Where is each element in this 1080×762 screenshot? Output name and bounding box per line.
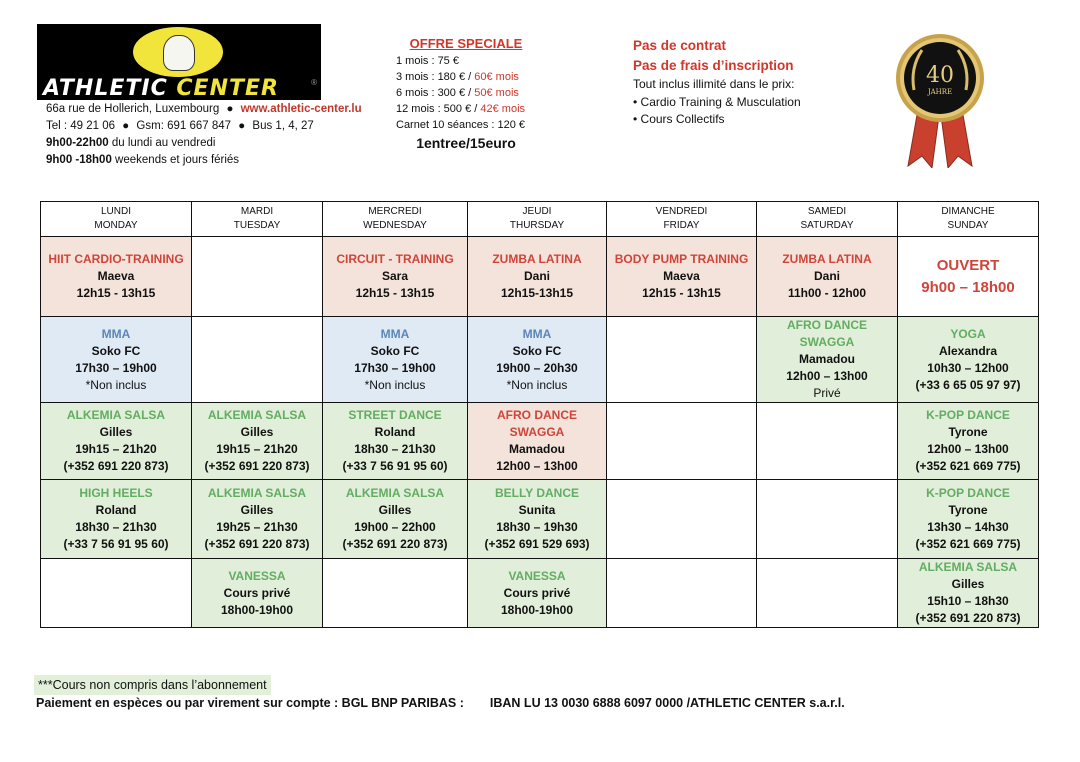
open-hours: 9h00 – 18h00 [921, 278, 1015, 296]
class-time: 13h30 – 14h30 [927, 520, 1009, 534]
class-schedule-table [40, 201, 1039, 628]
bodybuilder-mascot-icon [133, 27, 223, 77]
empty-cell [192, 237, 323, 317]
class-cell [41, 237, 192, 317]
class-note: *Non inclus [85, 377, 147, 392]
class-note: *Non inclus [506, 377, 568, 392]
40-years-medal-icon [890, 28, 990, 168]
class-name: BODY PUMP TRAINING [614, 252, 749, 266]
day-header-friday [607, 202, 757, 237]
class-time: 17h30 – 19h00 [354, 360, 436, 375]
hours-weekends-time: 9h00 -18h00 [46, 154, 112, 166]
class-cell [898, 480, 1039, 559]
class-coach: Gilles [99, 425, 133, 439]
class-cell [898, 403, 1039, 480]
day-en: FRIDAY [663, 220, 700, 231]
class-time: 12h00 – 13h00 [786, 369, 868, 383]
class-cell [607, 237, 757, 317]
class-coach: Maeva [663, 269, 700, 283]
class-cell [41, 317, 192, 403]
class-time: 12h00 – 13h00 [927, 442, 1009, 456]
included-item: • Cours Collectifs [633, 112, 725, 126]
class-phone: (+352 621 669 775) [915, 459, 1021, 473]
class-name: VANESSA [508, 568, 566, 583]
class-coach: Cours privé [503, 585, 571, 600]
offer-price: 6 mois : 300 € / [396, 87, 475, 99]
class-name: MMA [522, 326, 552, 341]
class-time: 18h00-19h00 [220, 602, 294, 617]
day-fr: JEUDI [522, 206, 552, 217]
class-name: K-POP DANCE [926, 486, 1010, 500]
class-coach: Gilles [240, 425, 274, 439]
not-included-note: ***Cours non compris dans l’abonnement [34, 675, 271, 695]
payment-info [36, 696, 845, 710]
single-entry-price: 1entree/15euro [416, 135, 516, 151]
class-time: 19h15 – 21h20 [75, 442, 157, 456]
class-cell [41, 480, 192, 559]
included-intro: Tout inclus illimité dans le prix: [633, 77, 795, 91]
hours-weekends-label: weekends et jours fériés [111, 154, 240, 166]
empty-cell [757, 403, 898, 480]
logo-wordmark [43, 76, 279, 100]
class-cell [192, 559, 323, 628]
hours-weekdays-time: 9h00-22h00 [46, 137, 109, 149]
offer-price: 12 mois : 500 € / [396, 103, 481, 115]
class-time: 12h00 – 13h00 [496, 459, 578, 473]
class-cell [323, 237, 468, 317]
class-note: *Non inclus [364, 377, 426, 392]
table-header-row [41, 202, 1039, 237]
class-name: ALKEMIA SALSA [918, 560, 1018, 574]
day-header-tuesday [192, 202, 323, 237]
class-cell [468, 237, 607, 317]
class-cell [468, 559, 607, 628]
day-header-wednesday [323, 202, 468, 237]
class-phone: (+352 691 220 873) [204, 459, 310, 473]
class-coach: Soko FC [370, 343, 420, 358]
open-label: OUVERT [936, 256, 1000, 274]
class-name: AFRO DANCE [497, 408, 577, 422]
class-phone: (+33 6 65 05 97 97) [915, 377, 1021, 392]
class-coach: Gilles [951, 577, 985, 591]
class-cell [323, 317, 468, 403]
table-row [41, 317, 1039, 403]
class-cell [323, 403, 468, 480]
class-phone: (+352 691 220 873) [204, 537, 310, 551]
class-coach: Roland [95, 503, 137, 517]
class-coach: Alexandra [938, 343, 998, 358]
day-fr: VENDREDI [655, 206, 708, 217]
class-coach: Dani [813, 269, 840, 283]
class-time: 19h00 – 20h30 [496, 360, 578, 375]
class-time: 19h00 – 22h00 [354, 520, 436, 534]
class-cell [898, 559, 1039, 628]
offer-monthly: 42€ mois [480, 103, 526, 115]
class-coach: Soko FC [512, 343, 562, 358]
offer-title: OFFRE SPECIALE [409, 36, 523, 51]
empty-cell [607, 317, 757, 403]
class-time: 18h30 – 21h30 [75, 520, 157, 534]
class-coach: Soko FC [91, 343, 141, 358]
telephone: Tel : 49 21 06 [46, 120, 116, 132]
class-cell [192, 403, 323, 480]
empty-cell [323, 559, 468, 628]
class-name: HIIT CARDIO-TRAINING [48, 252, 184, 266]
offer-price: 3 mois : 180 € / [396, 71, 475, 83]
bullet-icon: ● [226, 103, 234, 115]
class-name: ALKEMIA SALSA [66, 408, 166, 422]
class-coach: Roland [374, 425, 416, 439]
class-name: MMA [380, 326, 410, 341]
logo-word-center: CENTER [176, 76, 279, 100]
class-phone: (+33 7 56 91 95 60) [342, 459, 448, 473]
no-fee-headline: Pas de frais d’inscription [633, 58, 794, 73]
class-coach: Gilles [378, 503, 412, 517]
day-fr: MARDI [240, 206, 274, 217]
class-cell [468, 317, 607, 403]
table-row [41, 403, 1039, 480]
class-time: 12h15 - 13h15 [76, 286, 156, 300]
iban: IBAN LU 13 0030 6888 6097 0000 /ATHLETIC CENTER s.a.r.l. [489, 696, 845, 710]
sunday-open-cell [898, 237, 1039, 317]
membership-info [633, 36, 801, 129]
class-note: Privé [813, 386, 841, 400]
hours-weekdays-label: du lundi au vendredi [108, 137, 216, 149]
class-cell [323, 480, 468, 559]
class-coach: Tyrone [948, 503, 988, 517]
no-contract-headline: Pas de contrat [633, 38, 727, 53]
offer-line [396, 69, 546, 85]
class-coach: Dani [523, 269, 550, 283]
class-name: ALKEMIA SALSA [207, 408, 307, 422]
class-name: HIGH HEELS [79, 486, 153, 500]
bullet-icon: ● [238, 120, 246, 132]
class-cell [41, 403, 192, 480]
empty-cell [757, 480, 898, 559]
address: 66a rue de Hollerich, Luxembourg [46, 103, 220, 115]
table-row [41, 559, 1039, 628]
class-name: K-POP DANCE [926, 408, 1010, 422]
class-time: 11h00 - 12h00 [787, 286, 867, 300]
day-fr: SAMEDI [807, 206, 847, 217]
class-phone: (+352 691 220 873) [63, 459, 169, 473]
class-time: 19h25 – 21h30 [216, 520, 298, 534]
class-coach: Gilles [240, 503, 274, 517]
bullet-icon: ● [122, 120, 130, 132]
offer-line [396, 85, 546, 101]
included-item: • Cardio Training & Musculation [633, 94, 801, 109]
class-name: SWAGGA [799, 335, 855, 349]
empty-cell [41, 559, 192, 628]
class-phone: (+33 7 56 91 95 60) [63, 537, 169, 551]
phone-line [46, 118, 362, 135]
day-header-thursday [468, 202, 607, 237]
class-time: 12h15 - 13h15 [355, 286, 435, 300]
table-row [41, 480, 1039, 559]
class-cell [192, 480, 323, 559]
hours-weekdays [46, 135, 362, 152]
contact-block [46, 101, 362, 169]
class-name: MMA [101, 326, 131, 341]
day-header-saturday [757, 202, 898, 237]
class-name: BELLY DANCE [494, 486, 580, 500]
website-link[interactable]: www.athletic-center.lu [240, 103, 362, 115]
empty-cell [607, 480, 757, 559]
payment-method: Paiement en espèces ou par virement sur compte : BGL BNP PARIBAS : [36, 696, 464, 710]
class-name: AFRO DANCE [787, 318, 867, 332]
class-cell [898, 317, 1039, 403]
empty-cell [192, 317, 323, 403]
day-header-sunday [898, 202, 1039, 237]
empty-cell [757, 559, 898, 628]
offer-monthly: 60€ mois [474, 71, 519, 83]
class-coach: Sunita [518, 503, 556, 517]
class-name: YOGA [950, 326, 986, 341]
class-time: 12h15-13h15 [500, 286, 574, 300]
class-time: 17h30 – 19h00 [75, 360, 157, 375]
offer-line [396, 117, 546, 133]
class-phone: (+352 691 529 693) [484, 537, 590, 551]
address-line [46, 101, 362, 118]
class-cell [757, 317, 898, 403]
day-en: TUESDAY [233, 220, 281, 231]
athletic-center-logo [37, 24, 321, 100]
medal-label: JAHRE [927, 88, 953, 96]
class-coach: Tyrone [948, 425, 988, 439]
class-time: 12h15 - 13h15 [642, 286, 721, 300]
class-phone: (+352 691 220 873) [915, 611, 1021, 625]
hours-weekends [46, 152, 362, 169]
offer-price: 1 mois : 75 € [396, 55, 459, 67]
class-coach: Mamadou [508, 442, 565, 456]
day-en: SATURDAY [800, 220, 854, 231]
class-name: ALKEMIA SALSA [345, 486, 445, 500]
day-fr: LUNDI [100, 206, 131, 217]
class-name: ZUMBA LATINA [492, 252, 582, 266]
offer-price: Carnet 10 séances : 120 € [396, 119, 526, 131]
day-en: THURSDAY [509, 220, 565, 231]
class-name: ALKEMIA SALSA [207, 486, 307, 500]
class-time: 18h00-19h00 [500, 602, 574, 617]
class-coach: Maeva [97, 269, 135, 283]
offer-line [396, 101, 546, 117]
bus-lines: Bus 1, 4, 27 [252, 120, 314, 132]
class-coach: Cours privé [223, 585, 291, 600]
day-en: SUNDAY [947, 220, 989, 231]
offer-monthly: 50€ mois [474, 87, 519, 99]
day-en: WEDNESDAY [363, 220, 427, 231]
class-coach: Sara [381, 269, 409, 283]
class-time: 10h30 – 12h00 [927, 360, 1009, 375]
special-offer [396, 36, 546, 151]
class-time: 18h30 – 21h30 [354, 442, 436, 456]
empty-cell [607, 403, 757, 480]
class-coach: Mamadou [798, 352, 855, 366]
day-fr: DIMANCHE [941, 206, 995, 217]
day-header-monday [41, 202, 192, 237]
class-time: 15h10 – 18h30 [927, 594, 1009, 608]
class-name: ZUMBA LATINA [782, 252, 872, 266]
logo-word-athletic: ATHLETIC [43, 76, 168, 100]
day-fr: MERCREDI [368, 206, 422, 217]
class-name: CIRCUIT - TRAINING [336, 252, 454, 266]
offer-line [396, 53, 546, 69]
class-name: SWAGGA [509, 425, 565, 439]
class-phone: (+352 691 220 873) [342, 537, 448, 551]
class-time: 19h15 – 21h20 [216, 442, 298, 456]
class-phone: (+352 621 669 775) [915, 537, 1021, 551]
gsm: Gsm: 691 667 847 [136, 120, 232, 132]
class-time: 18h30 – 19h30 [496, 520, 578, 534]
class-name: STREET DANCE [348, 408, 442, 422]
class-cell [757, 237, 898, 317]
day-en: MONDAY [94, 220, 138, 231]
registered-mark: ® [311, 78, 317, 87]
table-row [41, 237, 1039, 317]
class-cell [468, 480, 607, 559]
medal-number: 40 [926, 63, 954, 88]
class-cell [468, 403, 607, 480]
empty-cell [607, 559, 757, 628]
class-name: VANESSA [228, 568, 286, 583]
